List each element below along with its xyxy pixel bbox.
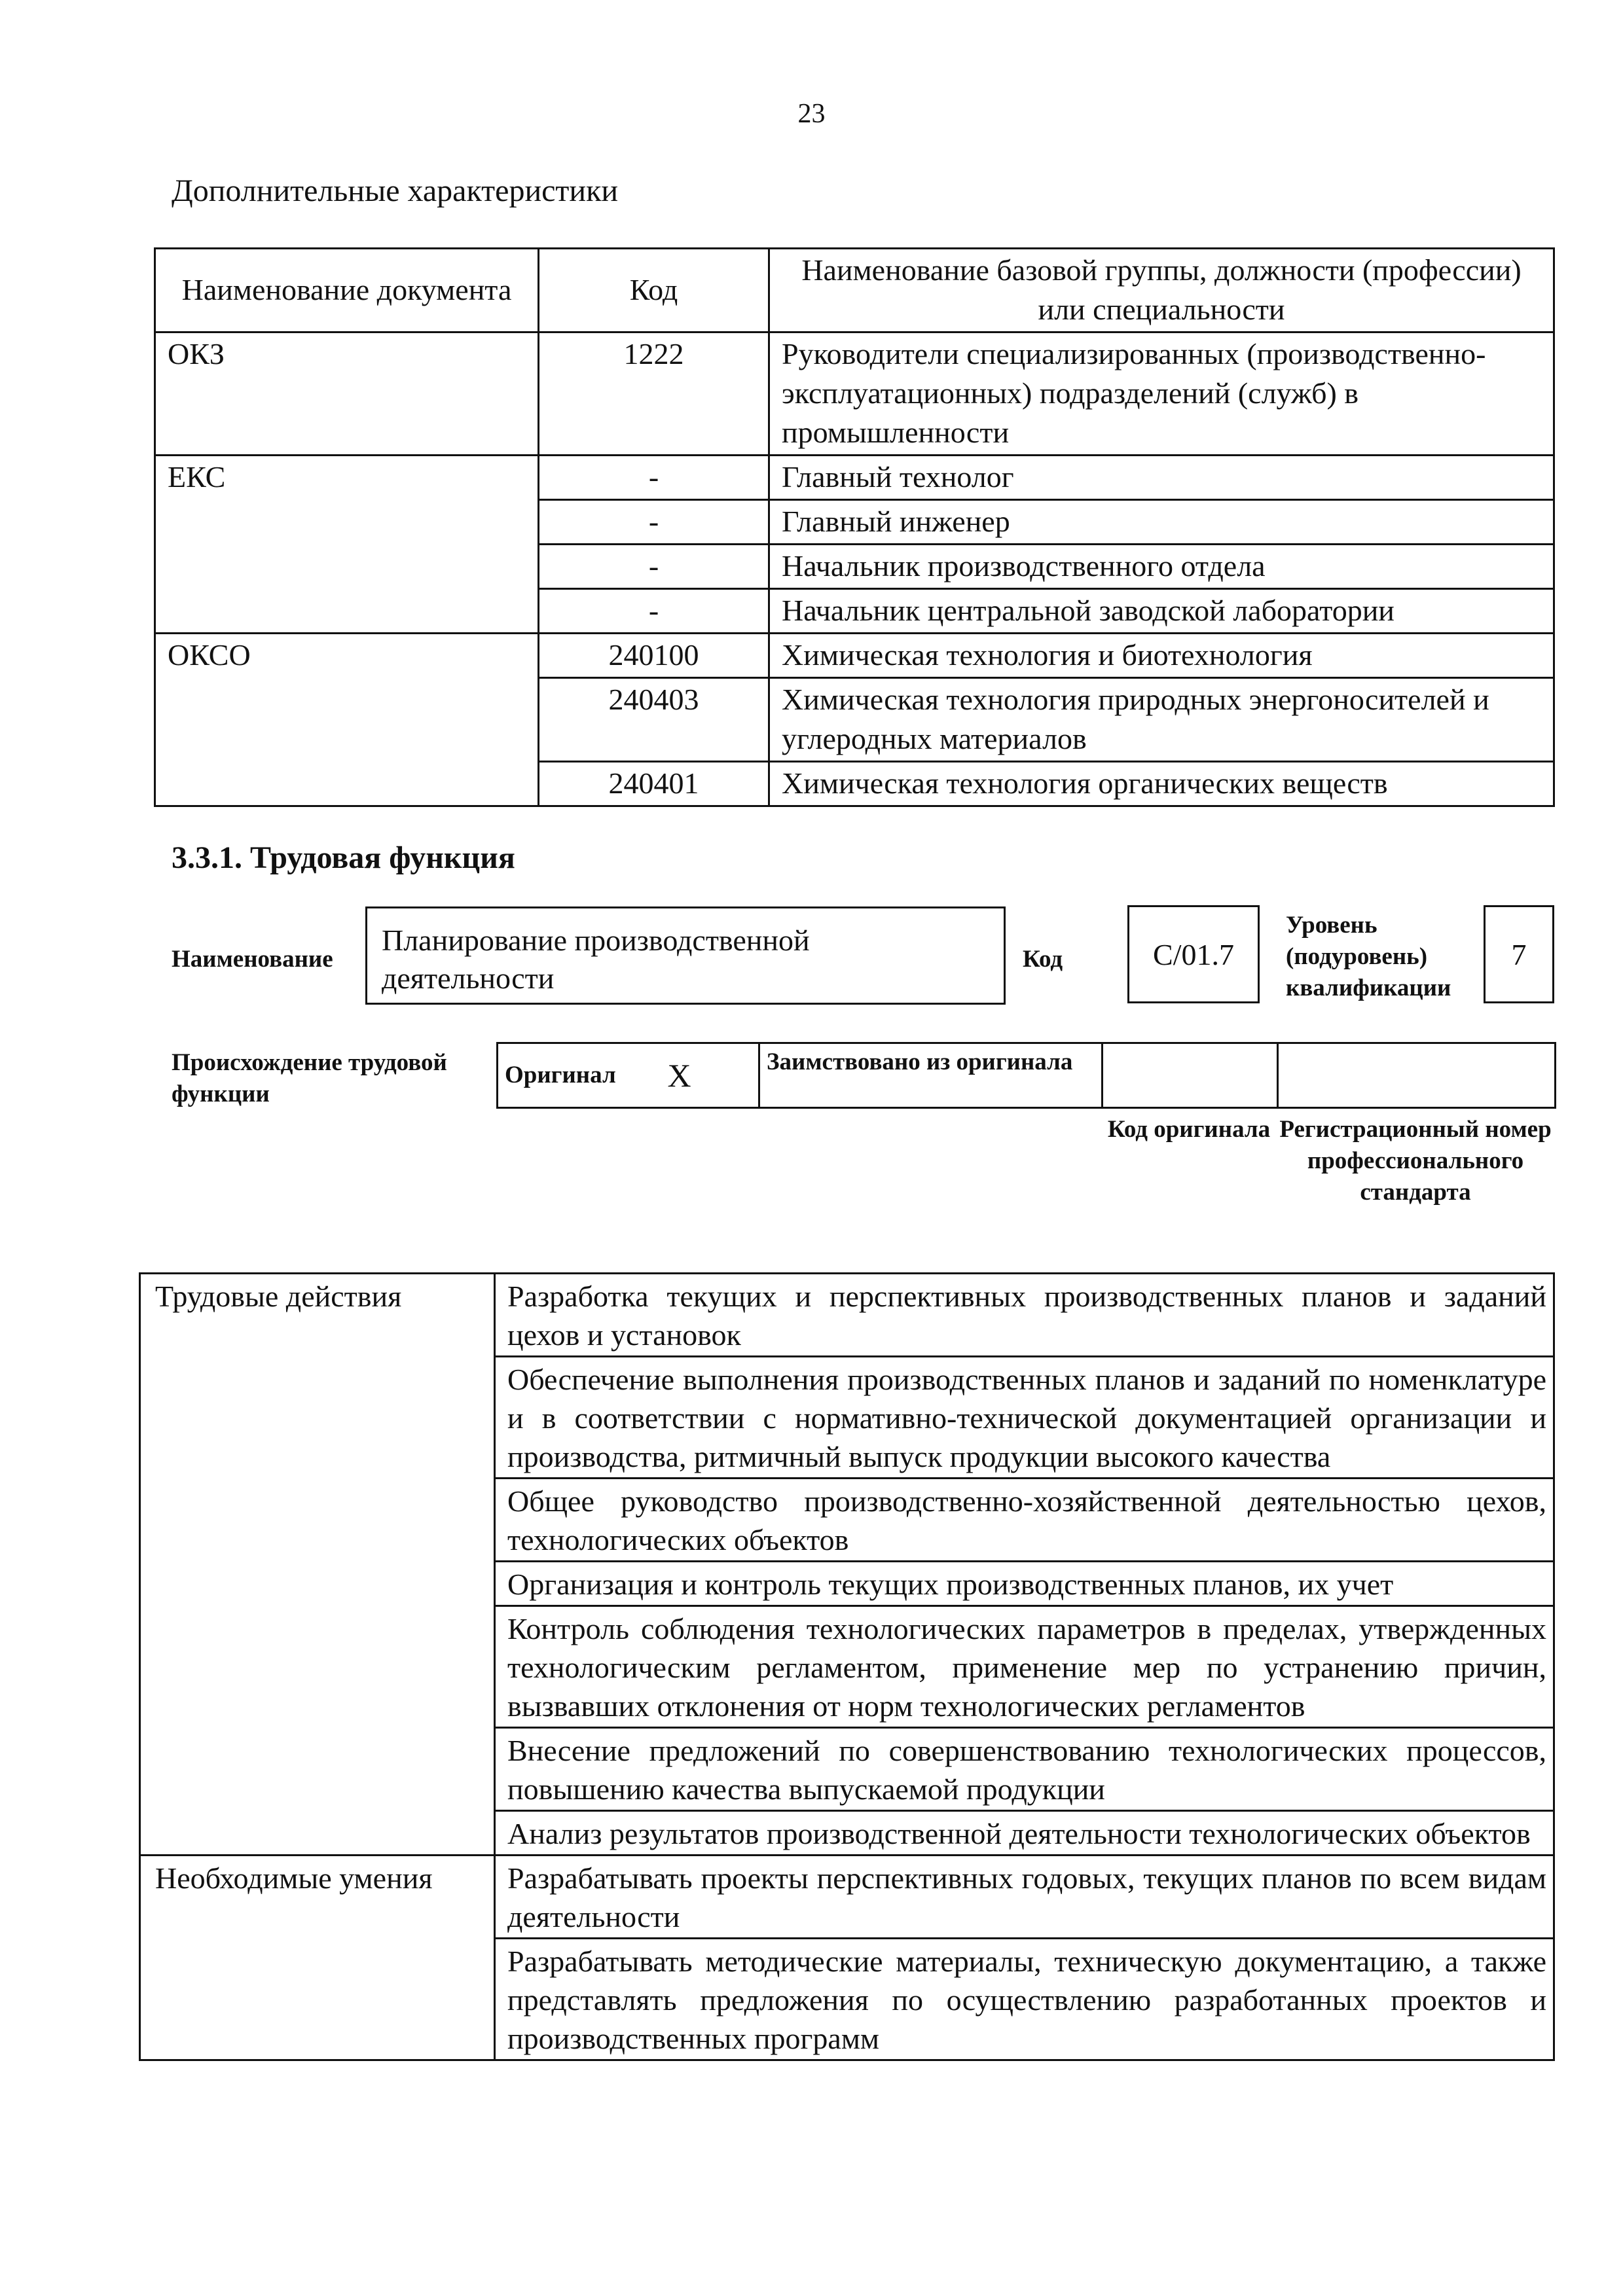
- table-row: [155, 456, 1554, 500]
- origin-label: Происхождение трудовой функции: [172, 1049, 447, 1107]
- name-cell: Начальник производственного отдела: [769, 545, 1554, 589]
- additional-characteristics-table: [154, 247, 1555, 807]
- code-cell: 240100: [539, 634, 769, 678]
- labor-actions-label: Трудовые действия: [140, 1274, 495, 1856]
- function-name-box: Планирование производственной деятельности: [365, 906, 1006, 1005]
- borrowed-label: Заимствовано из оригинала: [759, 1043, 1103, 1108]
- labor-action-item: Общее руководство производственно-хозяйственной деятельностью цехов, технологических объектов: [495, 1479, 1554, 1562]
- code-label: Код: [1023, 946, 1063, 973]
- labor-action-item: Обеспечение выполнения производственных планов и заданий по номенклатуре и в соответствии с нормативно-технической документацией организации и производства, ритмичный выпуск продукции высокого качества: [495, 1357, 1554, 1479]
- table-row: [155, 634, 1554, 678]
- table-row: [140, 1856, 1554, 1939]
- name-cell: Химическая технология и биотехнология: [769, 634, 1554, 678]
- code-cell: -: [539, 500, 769, 545]
- table-header-row: [155, 249, 1554, 332]
- code-cell: 240401: [539, 762, 769, 806]
- labor-action-item: Контроль соблюдения технологических параметров в пределах, утвержденных технологическим регламентом, применение мер по устранению причин, вызвавших отклонения от норм технологических регламентов: [495, 1606, 1554, 1728]
- code-cell: 240403: [539, 678, 769, 762]
- page-number: 23: [797, 99, 826, 129]
- name-cell: Главный технолог: [769, 456, 1554, 500]
- skill-item: Разрабатывать проекты перспективных годовых, текущих планов по всем видам деятельности: [495, 1856, 1554, 1939]
- function-details-table: [139, 1272, 1555, 2061]
- required-skills-label: Необходимые умения: [140, 1856, 495, 2060]
- original-label: Оригинал: [498, 1043, 661, 1108]
- header-group-name: Наименование базовой группы, должности (профессии) или специальности: [769, 249, 1554, 332]
- code-cell: 1222: [539, 332, 769, 456]
- function-title: 3.3.1. Трудовая функция: [172, 840, 515, 875]
- name-cell: Химическая технология природных энергоносителей и углеродных материалов: [769, 678, 1554, 762]
- name-cell: Химическая технология органических веществ: [769, 762, 1554, 806]
- labor-action-item: Организация и контроль текущих производственных планов, их учет: [495, 1562, 1554, 1606]
- labor-action-item: Внесение предложений по совершенствованию технологических процессов, повышению качества выпускаемой продукции: [495, 1728, 1554, 1811]
- name-cell: Руководители специализированных (производственно-эксплуатационных) подразделений (служб) в промышленности: [769, 332, 1554, 456]
- skill-item: Разрабатывать методические материалы, техническую документацию, а также представлять предложения по осуществлению разработанных проектов и производственных программ: [495, 1939, 1554, 2060]
- registration-number-cell: [1278, 1043, 1556, 1108]
- original-mark: X: [661, 1043, 759, 1108]
- function-code-box: C/01.7: [1127, 905, 1260, 1003]
- doc-okso: ОКСО: [155, 634, 539, 806]
- name-label: Наименование: [172, 946, 333, 973]
- original-code-label: Код оригинала: [1107, 1116, 1271, 1143]
- level-label: Уровень (подуровень) квалификации: [1286, 912, 1451, 1001]
- origin-table: [496, 1042, 1556, 1109]
- labor-action-item: Разработка текущих и перспективных производственных планов и заданий цехов и установок: [495, 1274, 1554, 1357]
- registration-number-label: Регистрационный номер профессионального стандарта: [1279, 1116, 1552, 1206]
- section-title: Дополнительные характеристики: [172, 173, 619, 208]
- level-value-box: 7: [1484, 905, 1554, 1003]
- name-cell: Начальник центральной заводской лаборатории: [769, 589, 1554, 634]
- doc-eks: ЕКС: [155, 456, 539, 634]
- table-row: [140, 1274, 1554, 1357]
- doc-okz: ОКЗ: [155, 332, 539, 456]
- header-doc-name: Наименование документа: [155, 249, 539, 332]
- labor-action-item: Анализ результатов производственной деятельности технологических объектов: [495, 1811, 1554, 1856]
- code-cell: -: [539, 589, 769, 634]
- original-code-cell: [1103, 1043, 1278, 1108]
- name-cell: Главный инженер: [769, 500, 1554, 545]
- code-cell: -: [539, 456, 769, 500]
- table-row: [155, 332, 1554, 456]
- code-cell: -: [539, 545, 769, 589]
- header-code: Код: [539, 249, 769, 332]
